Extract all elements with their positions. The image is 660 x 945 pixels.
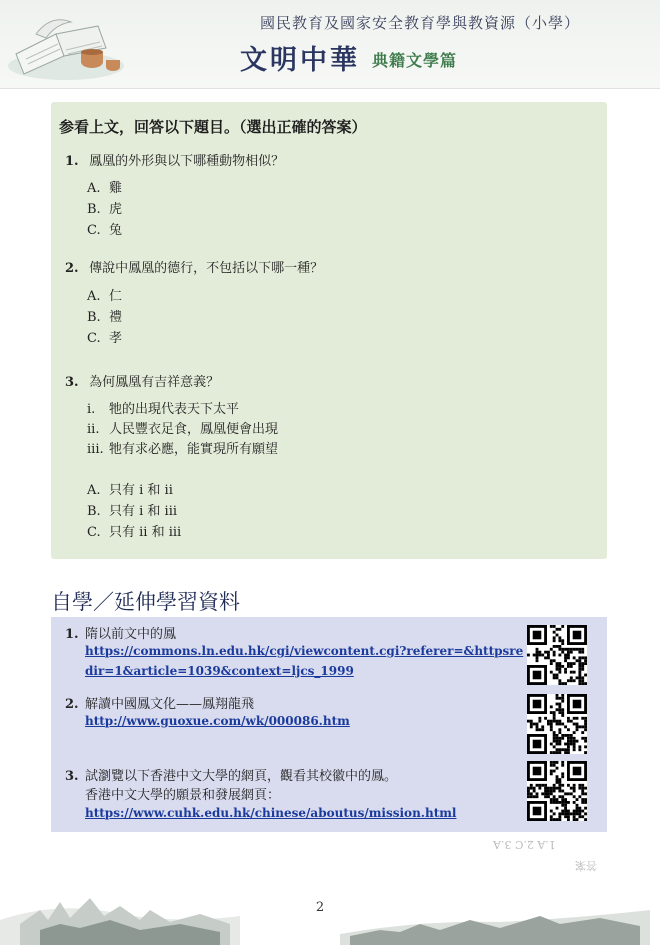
statement-ii: ii. 人民豐衣足食，鳳凰便會出現 [87,422,279,437]
quiz-panel [51,102,607,559]
sub-title: 典籍文學篇 [372,51,458,70]
skyline-footer-illustration [0,880,660,945]
answer-label: 答案 [575,859,597,872]
option-3b[interactable]: B. 只有 i 和 iii [87,504,178,519]
statement-iii: iii. 牠有求必應，能實現所有願望 [87,442,279,457]
book-and-teacup-illustration [6,4,126,84]
option-1a[interactable]: A. 雞 [87,181,123,196]
question-number: 3. [65,375,79,390]
statement-i: i. 牠的出現代表天下太平 [87,402,240,417]
resource-title: 解讀中國鳳文化——鳳翔龍飛 [85,697,255,712]
resource-item-2: 2. 解讀中國鳳文化——鳳翔龍飛 [65,697,255,712]
option-2a[interactable]: A. 仁 [87,289,123,304]
page-number: 2 [315,900,325,915]
option-2b[interactable]: B. 禮 [87,310,123,325]
section-title: 自學／延伸學習資料 [51,590,240,614]
option-2c[interactable]: C. 孝 [87,331,123,346]
option-1c[interactable]: C. 兔 [87,223,123,238]
question-3 [65,371,219,390]
resource-subtext: 香港中文大學的願景和發展網頁： [85,788,281,803]
question-2 [65,257,323,276]
question-number: 1. [65,154,79,169]
resource-item-1: 1. 隋以前文中的鳳 [65,627,177,642]
question-1 [65,150,284,169]
resource-link-3[interactable]: https://www.cuhk.edu.hk/chinese/aboutus/mission.html [85,806,457,820]
question-number: 2. [65,261,79,276]
resource-link-2[interactable]: http://www.guoxue.com/wk/000086.htm [85,714,350,728]
question-text: 傳說中鳳凰的德行，不包括以下哪一種？ [89,261,324,276]
resource-link-1[interactable]: https://commons.ln.edu.hk/cgi/viewcontent.cgi?referer=&httpsre dir=1&article=1039&context=ljcs_1999 [85,644,524,678]
option-3a[interactable]: A. 只有 i 和 ii [87,483,173,498]
resource-title: 試瀏覽以下香港中文大學的網頁，觀看其校徽中的鳳。 [85,769,398,784]
question-text: 鳳凰的外形與以下哪種動物相似？ [89,154,285,169]
series-title: 國民教育及國家安全教育學與教資源（小學） [259,14,580,32]
qr-code-icon[interactable] [527,761,587,821]
resource-title: 隋以前文中的鳳 [85,627,177,642]
main-title: 文明中華 [240,45,360,76]
page-header [0,0,660,89]
answer-key: 1.A 2.C 3.A [493,838,556,851]
option-1b[interactable]: B. 虎 [87,202,123,217]
qr-code-icon[interactable] [527,694,587,754]
resource-item-3: 3. 試瀏覽以下香港中文大學的網頁，觀看其校徽中的鳳。 [65,769,398,784]
question-text: 為何鳳凰有吉祥意義？ [89,375,220,390]
quiz-instructions: 参看上文，回答以下題目。（選出正確的答案） [59,118,367,136]
qr-code-icon[interactable] [527,625,587,685]
resources-panel [51,617,607,832]
option-3c[interactable]: C. 只有 ii 和 iii [87,525,182,540]
